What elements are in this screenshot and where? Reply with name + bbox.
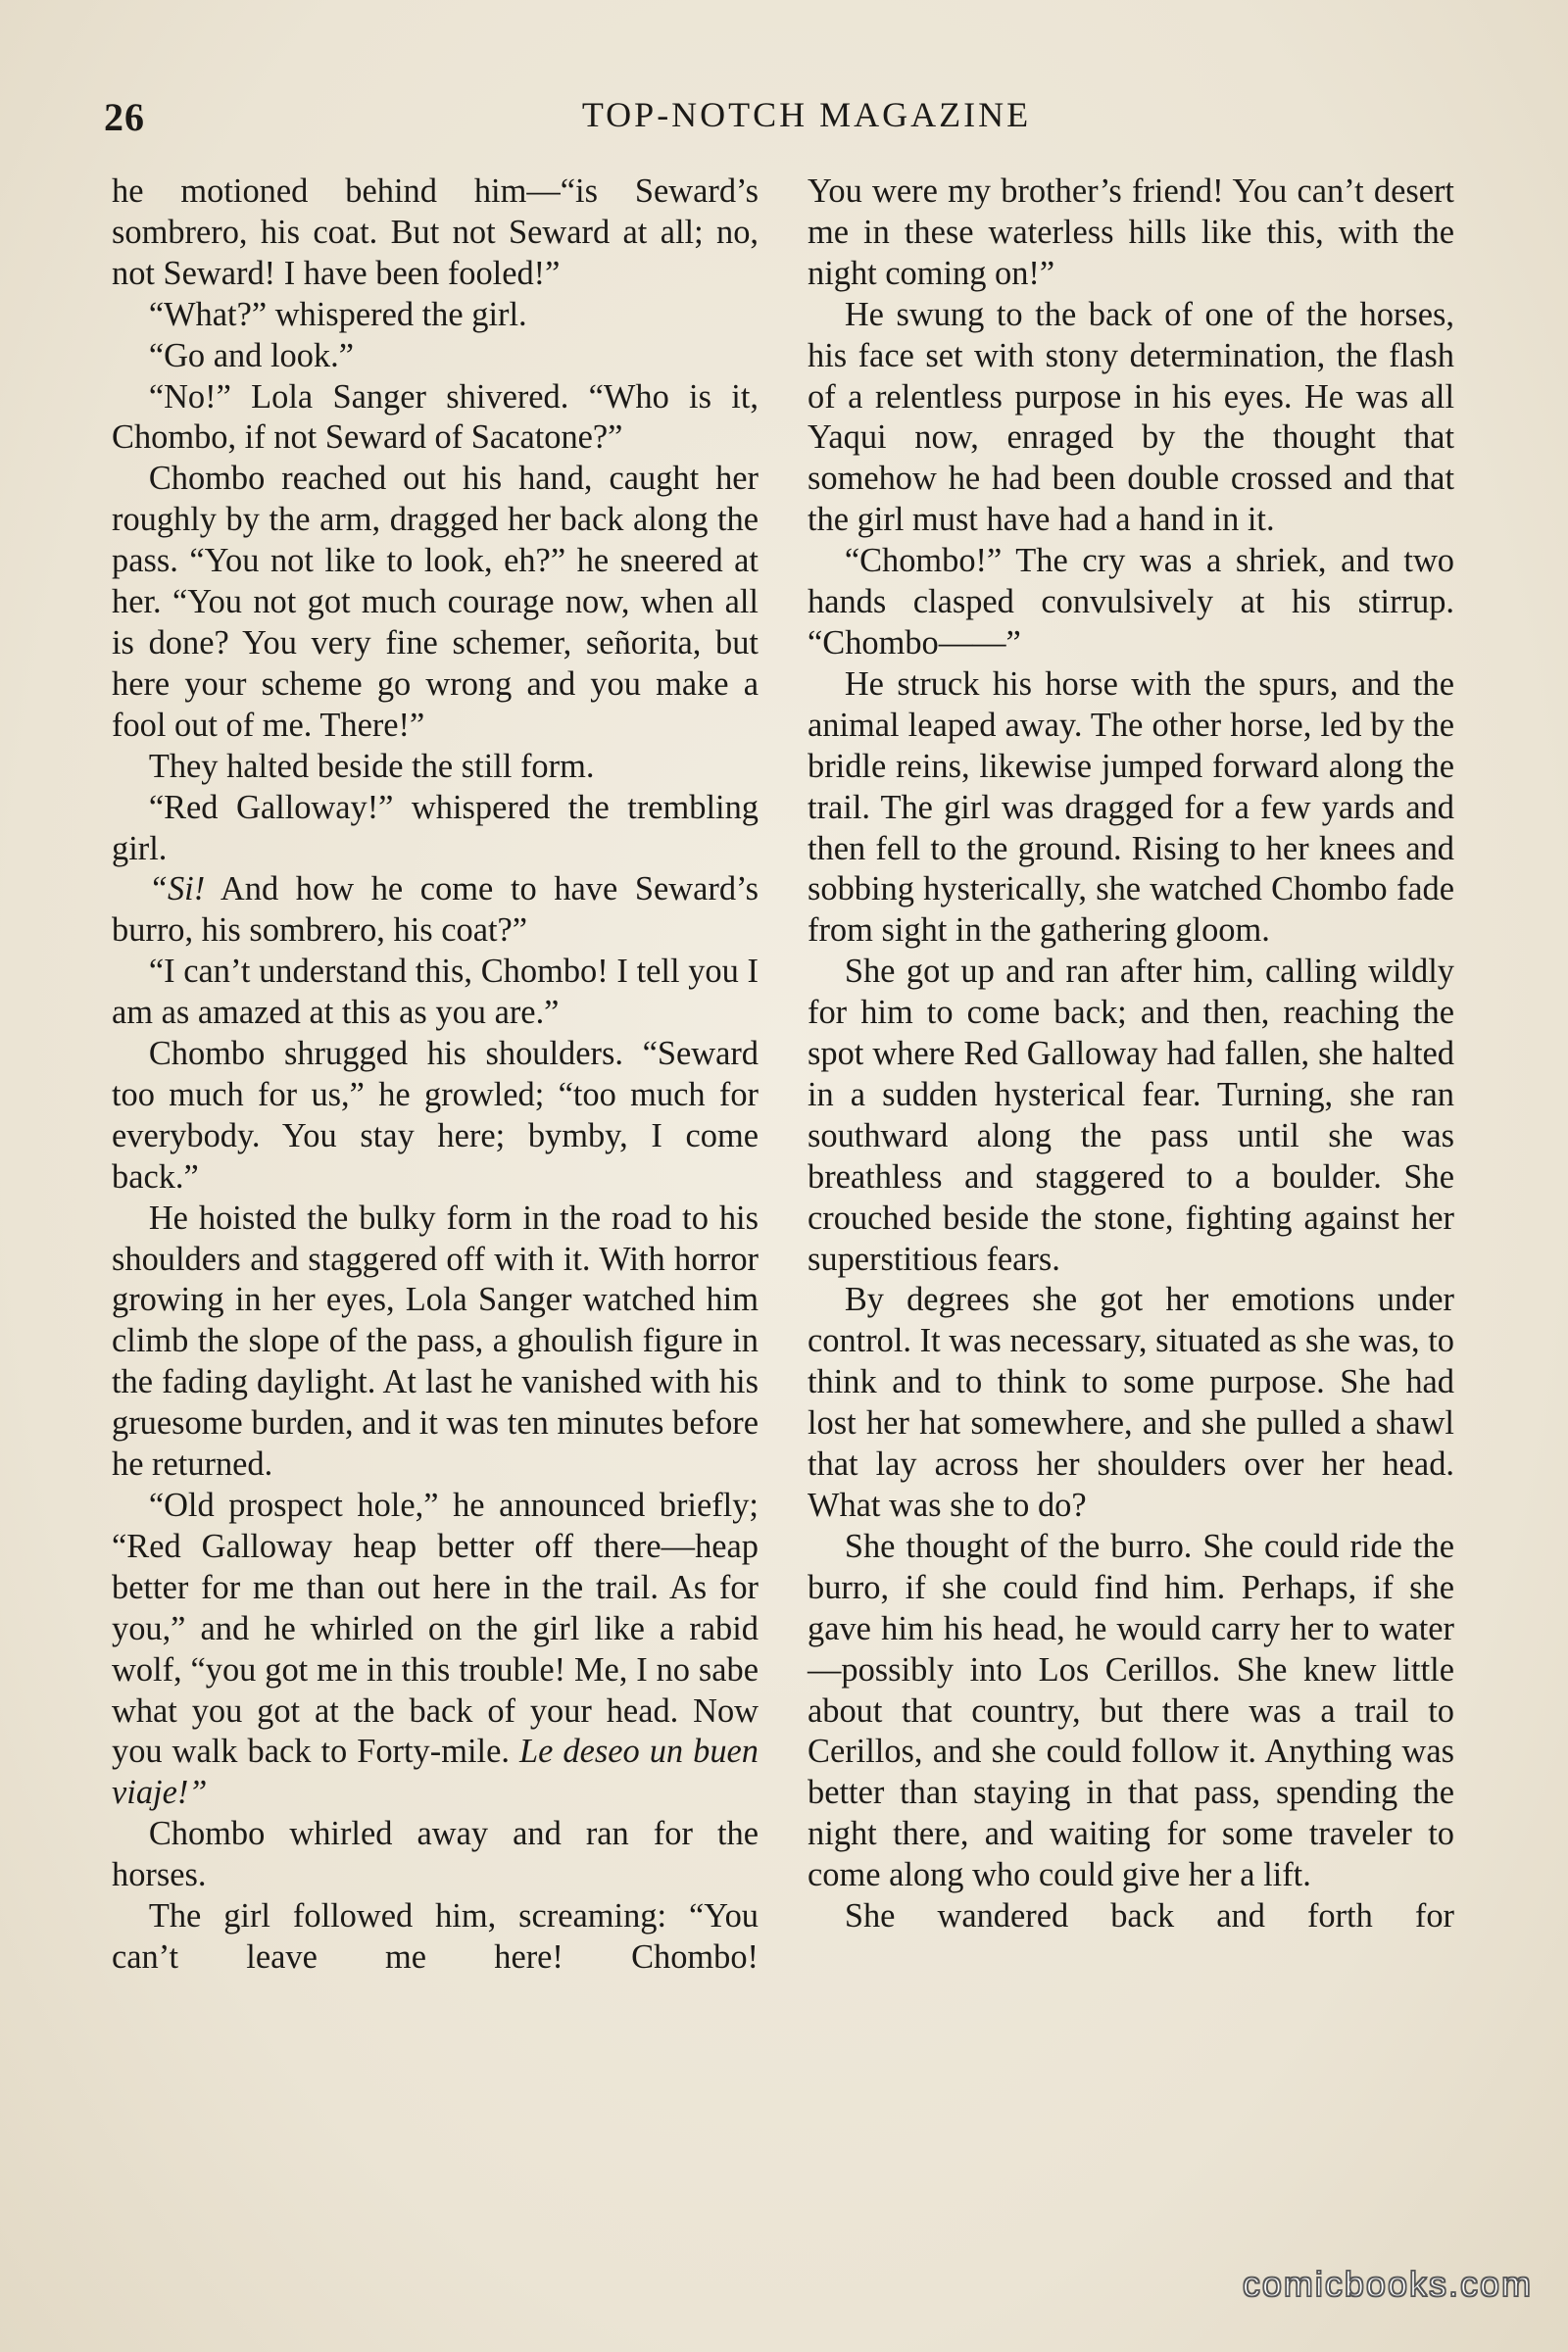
paragraph: You were my brother’s friend! You can’t desert me in these waterless hills like this, with the night coming on!” (808, 172, 1454, 292)
paragraph: They halted beside the still form. (148, 747, 595, 785)
left-column (112, 172, 759, 1979)
right-column (808, 172, 1454, 1937)
paragraph: Chombo shrugged his shoulders. “Seward too much for us,” he growled; “too much for everybody. You stay here; bymby, I come back.” (112, 1035, 759, 1196)
paragraph: “What?” whispered the girl. (148, 295, 527, 333)
paragraph-text: And how he come to have Seward’s burro, his sombrero, his coat?” (112, 870, 759, 950)
paragraph (112, 869, 759, 952)
running-head: TOP-NOTCH MAGAZINE (581, 95, 1032, 134)
page-number: 26 (104, 95, 145, 139)
paragraph: “No!” Lola Sanger shivered. “Who is it, Chombo, if not Seward of Sacatone?” (112, 377, 759, 457)
paragraph (112, 1486, 759, 1814)
paragraph: He hoisted the bulky form in the road to his shoulders and staggered off with it. With horror growing in her eyes, Lola Sanger watched him climb the slope of the pass, a ghoulish figure in the fading daylight. At last he vanished with his gruesome burden, and it was ten minutes before he returned. (112, 1199, 759, 1484)
watermark: comicbooks.com (1242, 2264, 1533, 2304)
paragraph: he motioned behind him—“is Seward’s sombrero, his coat. But not Seward at all; no, not Seward! I have been fooled!” (112, 172, 759, 292)
paragraph: Chombo whirled away and ran for the horses. (112, 1815, 759, 1894)
paragraph: “Red Galloway!” whispered the trembling girl. (112, 788, 759, 867)
paragraph: “Go and look.” (148, 336, 354, 374)
paragraph: He swung to the back of one of the horses, his face set with stony determination, the flash of a relentless purpose in his eyes. He was all Yaqui now, enraged by the thought that somehow he had been double crossed and that the girl must have had a hand in it. (808, 295, 1454, 539)
paragraph: The girl followed him, screaming: “You can’t leave me here! Chombo! (112, 1897, 759, 1976)
paragraph: She got up and ran after him, calling wildly for him to come back; and then, reaching the spot where Red Galloway had fallen, she halted in a sudden hysterical fear. Turning, she ran southward along the pass until she was breathless and staggered to a boulder. She crouched beside the stone, fighting against her superstitious fears. (808, 953, 1454, 1278)
paragraph: “I can’t understand this, Chombo! I tell you I am as amazed at this as you are.” (112, 953, 759, 1032)
paragraph: He struck his horse with the spurs, and the animal leaped away. The other horse, led by the bridle reins, likewise jumped forward along the trail. The girl was dragged for a few yards and then fell to the ground. Rising to her knees and sobbing hysterically, she watched Chombo fade from sight in the gathering gloom. (808, 664, 1454, 950)
paragraph: Chombo reached out his hand, caught her roughly by the arm, dragged her back along the pass. “You not like to look, eh?” he sneered at her. “You not got much courage now, when all is done? You very fine schemer, señorita, but here your scheme go wrong and you make a fool out of me. There!” (112, 460, 759, 744)
italic-text: “Si! (148, 870, 206, 908)
italic-text: Le deseo un buen viaje!” (112, 1733, 759, 1812)
paragraph-text: “Old prospect hole,” he announced briefly; “Red Galloway heap better off there—heap better for me than out here in the trail. As for you,” and he whirled on the girl like a rabid wolf, “you got me in this trouble! Me, I no sabe what you got at the back of your head. Now you walk back to Forty-mile. (112, 1487, 759, 1771)
paragraph: By degrees she got her emotions under control. It was necessary, situated as she was, to think and to think to some purpose. She had lost her hat somewhere, and she pulled a shawl that lay across her shoulders over her head. What was she to do? (808, 1281, 1454, 1524)
paragraph: She thought of the burro. She could ride the burro, if she could find him. Perhaps, if she gave him his head, he would carry her to water—possibly into Los Cerillos. She knew little about that country, but there was a trail to Cerillos, and she could follow it. Anything was better than staying in that pass, spending the night there, and waiting for some traveler to come along who could give her a lift. (808, 1527, 1454, 1894)
paragraph: “Chombo!” The cry was a shriek, and two hands clasped convulsively at his stirrup. “Chombo——” (808, 542, 1454, 662)
page-header (104, 94, 1470, 153)
paragraph: She wandered back and forth for (844, 1897, 1454, 1936)
